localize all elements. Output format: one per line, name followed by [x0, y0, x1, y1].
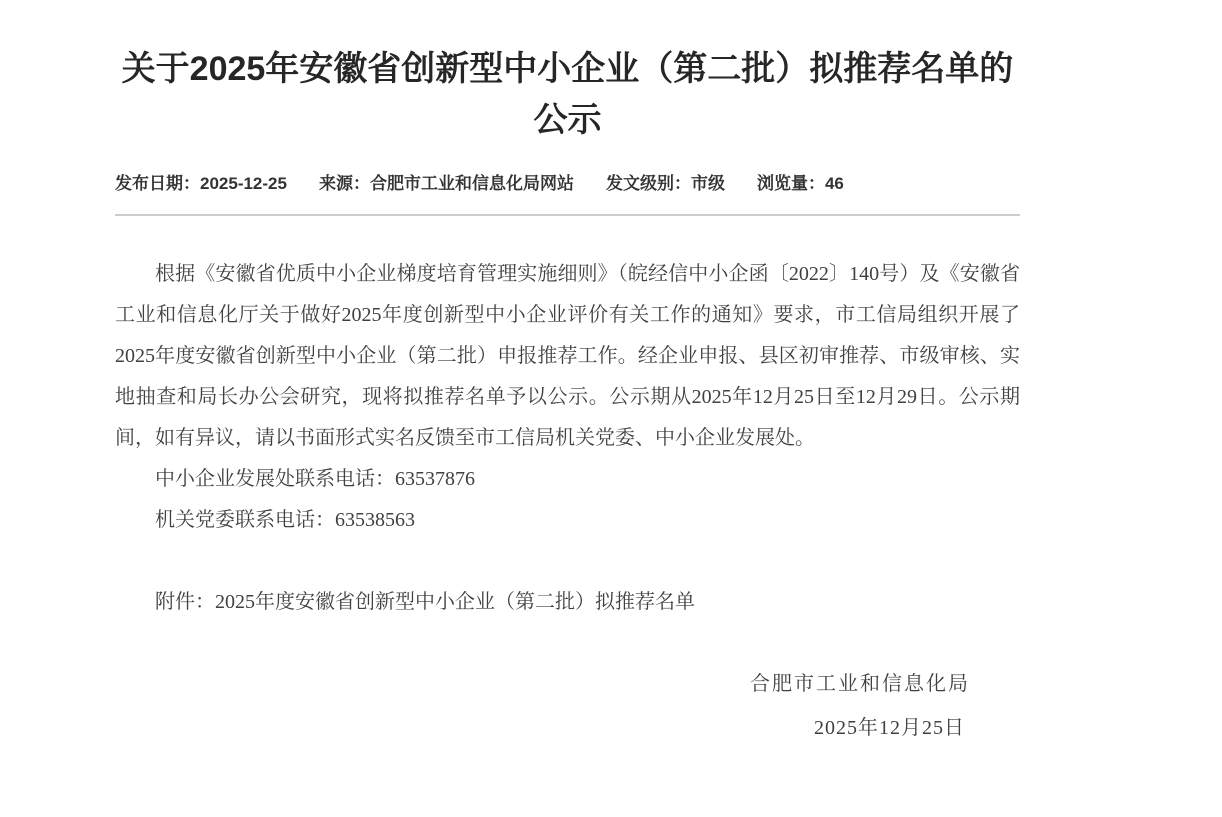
attachment-line: 附件：2025年度安徽省创新型中小企业（第二批）拟推荐名单: [155, 591, 695, 613]
announcement-body: [115, 254, 1020, 751]
meta-view-count-label: 浏览量：: [756, 174, 825, 193]
meta-view-count: [757, 172, 844, 196]
meta-publish-date-label: 发布日期：: [115, 174, 200, 193]
contact-phone-party-committee: 机关党委联系电话：63538563: [155, 509, 415, 531]
meta-view-count-value: 46: [824, 174, 844, 193]
signature-block: [115, 664, 1020, 751]
meta-publish-date-value: 2025-12-25: [200, 174, 287, 193]
body-paragraph: 根据《安徽省优质中小企业梯度培育管理实施细则》（皖经信中小企函〔2022〕140号）及《安徽省工业和信息化厅关于做好2025年度创新型中小企业评价有关工作的通知》要求，市工信局组织开展了2025年度安徽省创新型中小企业（第二批）申报推荐工作。经企业申报、县区初审推荐、市级审核、实地抽查和局长办公会研究，现将拟推荐名单予以公示。公示期从2025年12月25日至12月29日。公示期间，如有异议，请以书面形式实名反馈至市工信局机关党委、中小企业发展处。: [115, 263, 1020, 449]
page-title: 关于2025年安徽省创新型中小企业（第二批）拟推荐名单的公示: [121, 50, 1014, 139]
contact-phone-smb-division: 中小企业发展处联系电话：63537876: [155, 468, 475, 490]
meta-bar: [115, 172, 1020, 196]
meta-source: [319, 172, 574, 196]
signature-org: 合肥市工业和信息化局: [750, 673, 970, 695]
meta-doc-level: [606, 172, 725, 196]
meta-doc-level-value: 市级: [690, 174, 725, 193]
content-container: [115, 44, 1020, 751]
signature-date: 2025年12月25日: [814, 717, 965, 739]
meta-doc-level-label: 发文级别：: [605, 174, 691, 193]
meta-publish-date: [115, 172, 287, 196]
meta-source-label: 来源：: [318, 174, 370, 193]
meta-divider: [115, 214, 1020, 216]
meta-source-value: 合肥市工业和信息化局网站: [369, 174, 574, 193]
